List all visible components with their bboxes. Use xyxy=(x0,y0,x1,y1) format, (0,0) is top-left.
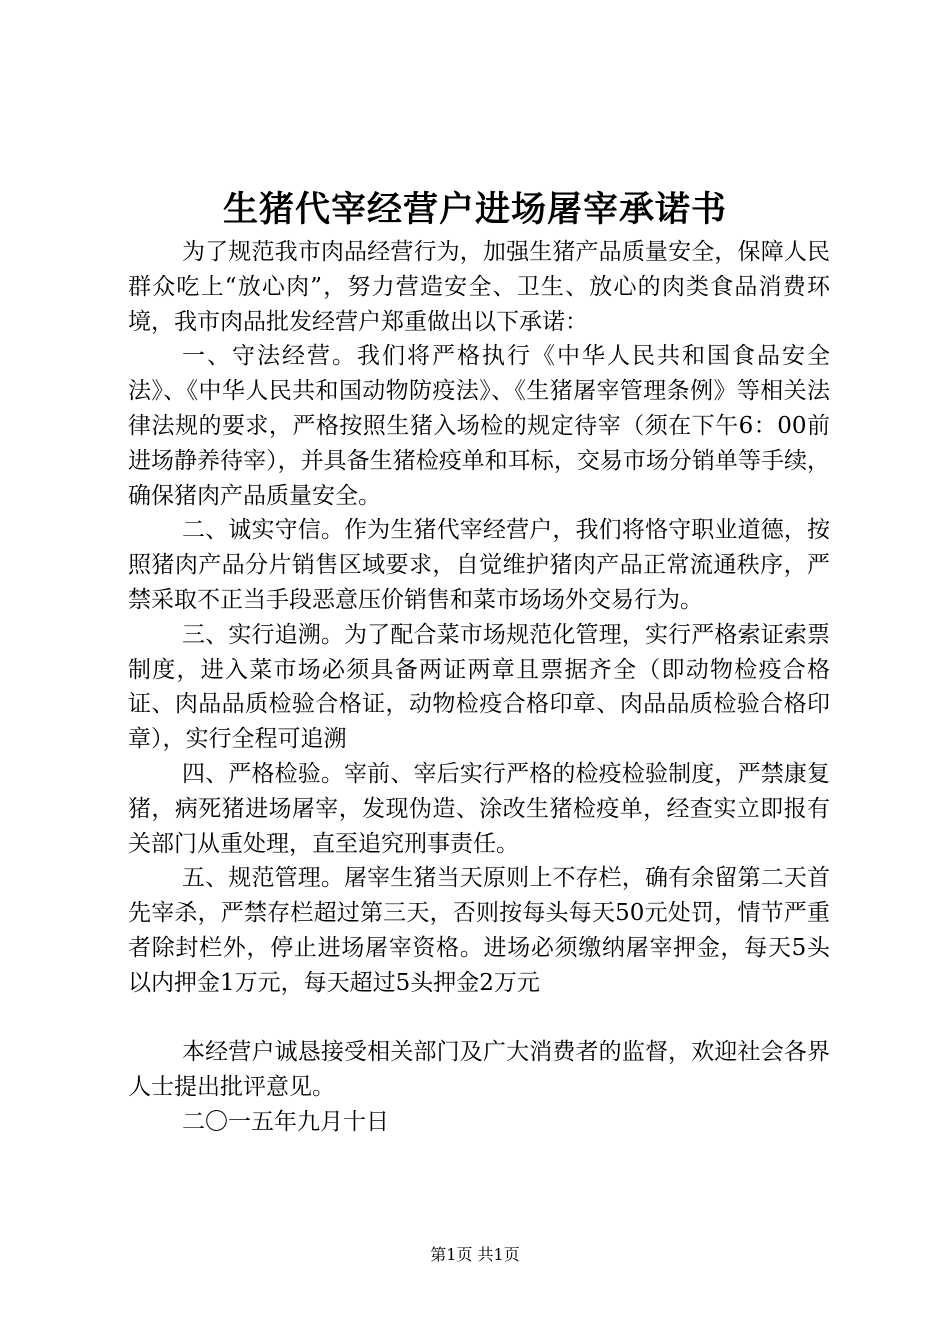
document-body xyxy=(128,235,830,1140)
document-title: 生猪代宰经营户进场屠宰承诺书 xyxy=(222,190,727,230)
clause-1-paragraph: 一、守法经营。我们将严格执行《中华人民共和国食品安全法》、《中华人民共和国动物防疫法》、《生猪屠宰管理条例》等相关法律法规的要求，严格按照生猪入场检的规定待宰（须在下午6：00前进场静养待宰），并具备生猪检疫单和耳标，交易市场分销单等手续，确保猪肉产品质量安全。 xyxy=(128,343,830,509)
blank-line xyxy=(128,1001,830,1036)
signing-date: 二〇一五年九月十日 xyxy=(182,1108,389,1135)
intro-paragraph: 为了规范我市肉品经营行为，加强生猪产品质量安全，保障人民群众吃上“放心肉”，努力营造安全、卫生、放心的肉类食品消费环境，我市肉品批发经营户郑重做出以下承诺： xyxy=(128,239,830,335)
closing-paragraph: 本经营户诚恳接受相关部门及广大消费者的监督，欢迎社会各界人士提出批评意见。 xyxy=(128,1039,830,1101)
clause-4-paragraph: 四、严格检验。宰前、宰后实行严格的检疫检验制度，严禁康复猪，病死猪进场屠宰，发现伪造、涂改生猪检疫单，经查实立即报有关部门从重处理，直至追究刑事责任。 xyxy=(128,760,830,857)
page-footer: 第1页 共1页 xyxy=(430,1245,520,1264)
clause-2-paragraph: 二、诚实守信。作为生猪代宰经营户，我们将恪守职业道德，按照猪肉产品分片销售区域要求，自觉维护猪肉产品正常流通秩序，严禁采取不正当手段恶意压价销售和菜市场场外交易行为。 xyxy=(128,517,830,613)
clause-3-paragraph: 三、实行追溯。为了配合菜市场规范化管理，实行严格索证索票制度，进入菜市场必须具备两证两章且票据齐全（即动物检疫合格证、肉品品质检验合格证，动物检疫合格印章、肉品品质检验合格印章），实行全程可追溯 xyxy=(128,621,830,753)
clause-5-paragraph: 五、规范管理。屠宰生猪当天原则上不存栏，确有余留第二天首先宰杀，严禁存栏超过第三天，否则按每头每天50元处罚，情节严重者除封栏外，停止进场屠宰资格。进场必须缴纳屠宰押金，每天5头以内押金1万元，每天超过5头押金2万元 xyxy=(128,865,830,996)
